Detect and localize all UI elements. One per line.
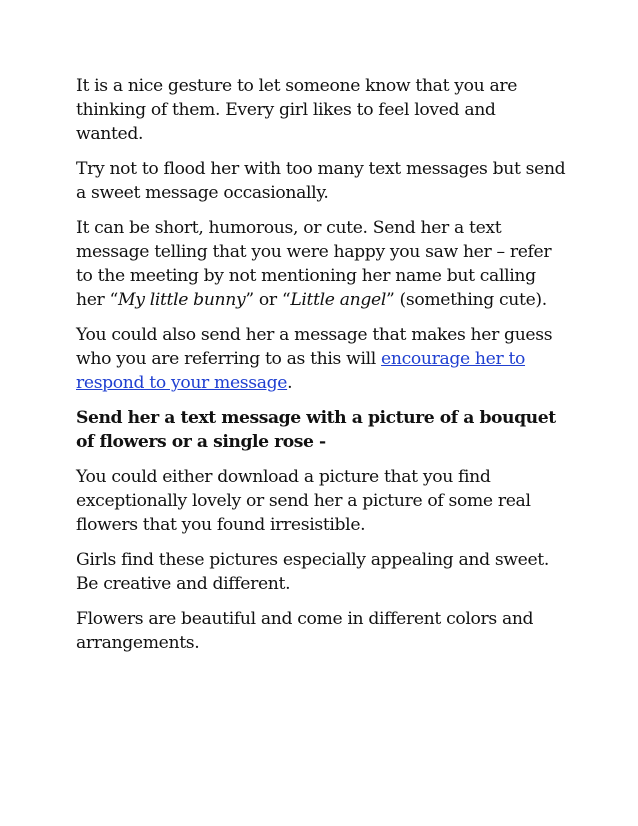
paragraph-text: . <box>287 373 293 393</box>
paragraph-text: ” or “ <box>245 290 291 310</box>
encourage-response-link[interactable]: encourage her to respond to your message <box>76 349 526 393</box>
paragraph-gesture: It is a nice gesture to let someone know that you are thinking of them. Every girl likes to feel loved and wanted. <box>76 76 518 144</box>
paragraph-text: ” (something cute). <box>385 290 547 310</box>
section-heading: Send her a text message with a picture of a bouquet of flowers or a single rose - <box>76 408 556 452</box>
paragraph-appealing: Girls find these pictures especially appealing and sweet. Be creative and different. <box>76 550 549 594</box>
paragraph-flowers: Flowers are beautiful and come in different colors and arrangements. <box>76 609 534 653</box>
paragraph-text: You could also send her a message that makes her guess who you are referring to as this will <box>76 325 553 369</box>
paragraph-flood: Try not to flood her with too many text messages but send a sweet message occasionally. <box>76 159 566 203</box>
paragraph-text: It can be short, humorous, or cute. Send her a text message telling that you were happy you saw her – refer to the meeting by not mentioning her name but calling her “ <box>76 218 552 310</box>
paragraph-download: You could either download a picture that you find exceptionally lovely or send her a picture of some real flowers that you found irresistible. <box>76 467 531 535</box>
paragraph-short-humorous <box>76 216 566 312</box>
italic-phrase-angel: Little angel <box>290 290 386 310</box>
paragraph-guess <box>76 323 566 395</box>
italic-phrase-bunny: My little bunny <box>117 290 246 310</box>
document-page <box>76 74 566 666</box>
